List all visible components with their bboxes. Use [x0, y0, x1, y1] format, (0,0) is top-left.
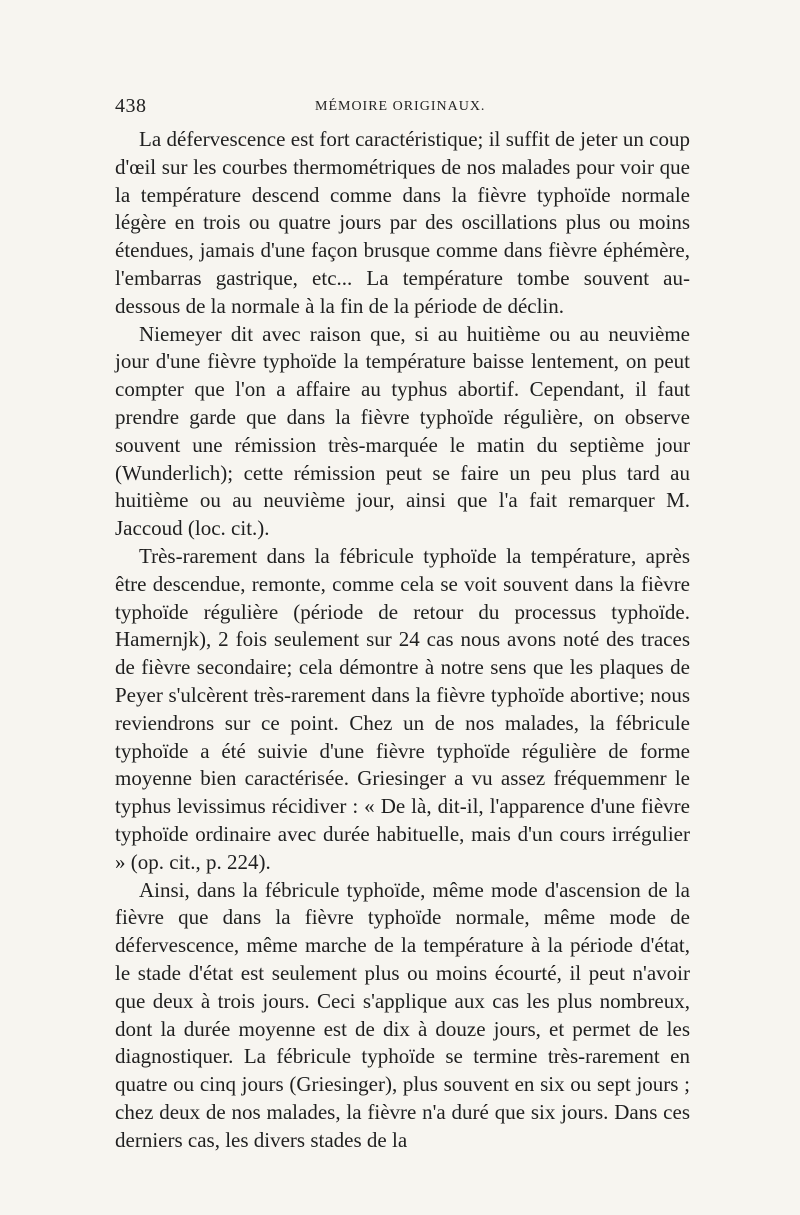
paragraph-2 — [115, 321, 690, 543]
paragraph-4 — [115, 877, 690, 1155]
paragraph-3 — [115, 543, 690, 877]
paragraph-3-text: Très-rarement dans la fébricule typhoïde la température, après être descendue, remonte, comme cela se voit souvent dans la fièvre typhoïde régulière (période de retour du processus typhoïde. Hamernjk), 2 fois seulement sur 24 cas nous avons noté des traces de fièvre secondaire; cela démontre à notre sens que les plaques de Peyer s'ulcèrent très-rarement dans la fièvre typhoïde abortive; nous reviendrons sur ce point. Chez un de nos malades, la fébricule typhoïde a été suivie d'une fièvre typhoïde régulière de forme moyenne bien caractérisée. Griesinger a vu assez fréquemmenr le typhus levissimus récidiver : « De là, dit-il, l'apparence d'une fièvre typhoïde ordinaire avec durée habituelle, mais d'un cours irrégulier » (op. cit., p. 224). — [115, 543, 690, 874]
paragraph-2-text: Niemeyer dit avec raison que, si au huitième ou au neuvième jour d'une fièvre typhoïde la température baisse lentement, on peut compter que l'on a affaire au typhus abortif. Cependant, il faut prendre garde que dans la fièvre typhoïde régulière, on observe souvent une rémission très-marquée le matin du septième jour (Wunderlich); cette rémission peut se faire un peu plus tard au huitième ou au neuvième jour, ainsi que l'a fait remarquer M. Jaccoud (loc. cit.). — [115, 321, 690, 541]
page-number: 438 — [115, 95, 147, 117]
paragraph-1-text: La défervescence est fort caractéristique; il suffit de jeter un coup d'œil sur les courbes thermométriques de nos malades pour voir que la température descend comme dans la fièvre typhoïde normale légère en trois ou quatre jours par des oscillations plus ou moins étendues, jamais d'une façon brusque comme dans fièvre éphémère, l'embarras gastrique, etc... La température tombe souvent au-dessous de la normale à la fin de la période de déclin. — [115, 127, 690, 318]
page-header — [115, 95, 690, 119]
paragraph-4-text: Ainsi, dans la fébricule typhoïde, même mode d'ascension de la fièvre que dans la fièvre typhoïde normale, même mode de défervescence, même marche de la température à la période d'état, le stade d'état est seulement plus ou moins écourté, il peut n'avoir que deux à trois jours. Ceci s'applique aux cas les plus nombreux, dont la durée moyenne est de dix à douze jours, et permet de les diagnostiquer. La fébricule typhoïde se termine très-rarement en quatre ou cinq jours (Griesinger), plus souvent en six ou sept jours ; chez deux de nos malades, la fièvre n'a duré que six jours. Dans ces derniers cas, les divers stades de la — [115, 877, 690, 1152]
paragraph-1 — [115, 126, 690, 321]
body-text — [115, 126, 690, 1154]
running-head: MÉMOIRE ORIGINAUX. — [315, 99, 486, 114]
